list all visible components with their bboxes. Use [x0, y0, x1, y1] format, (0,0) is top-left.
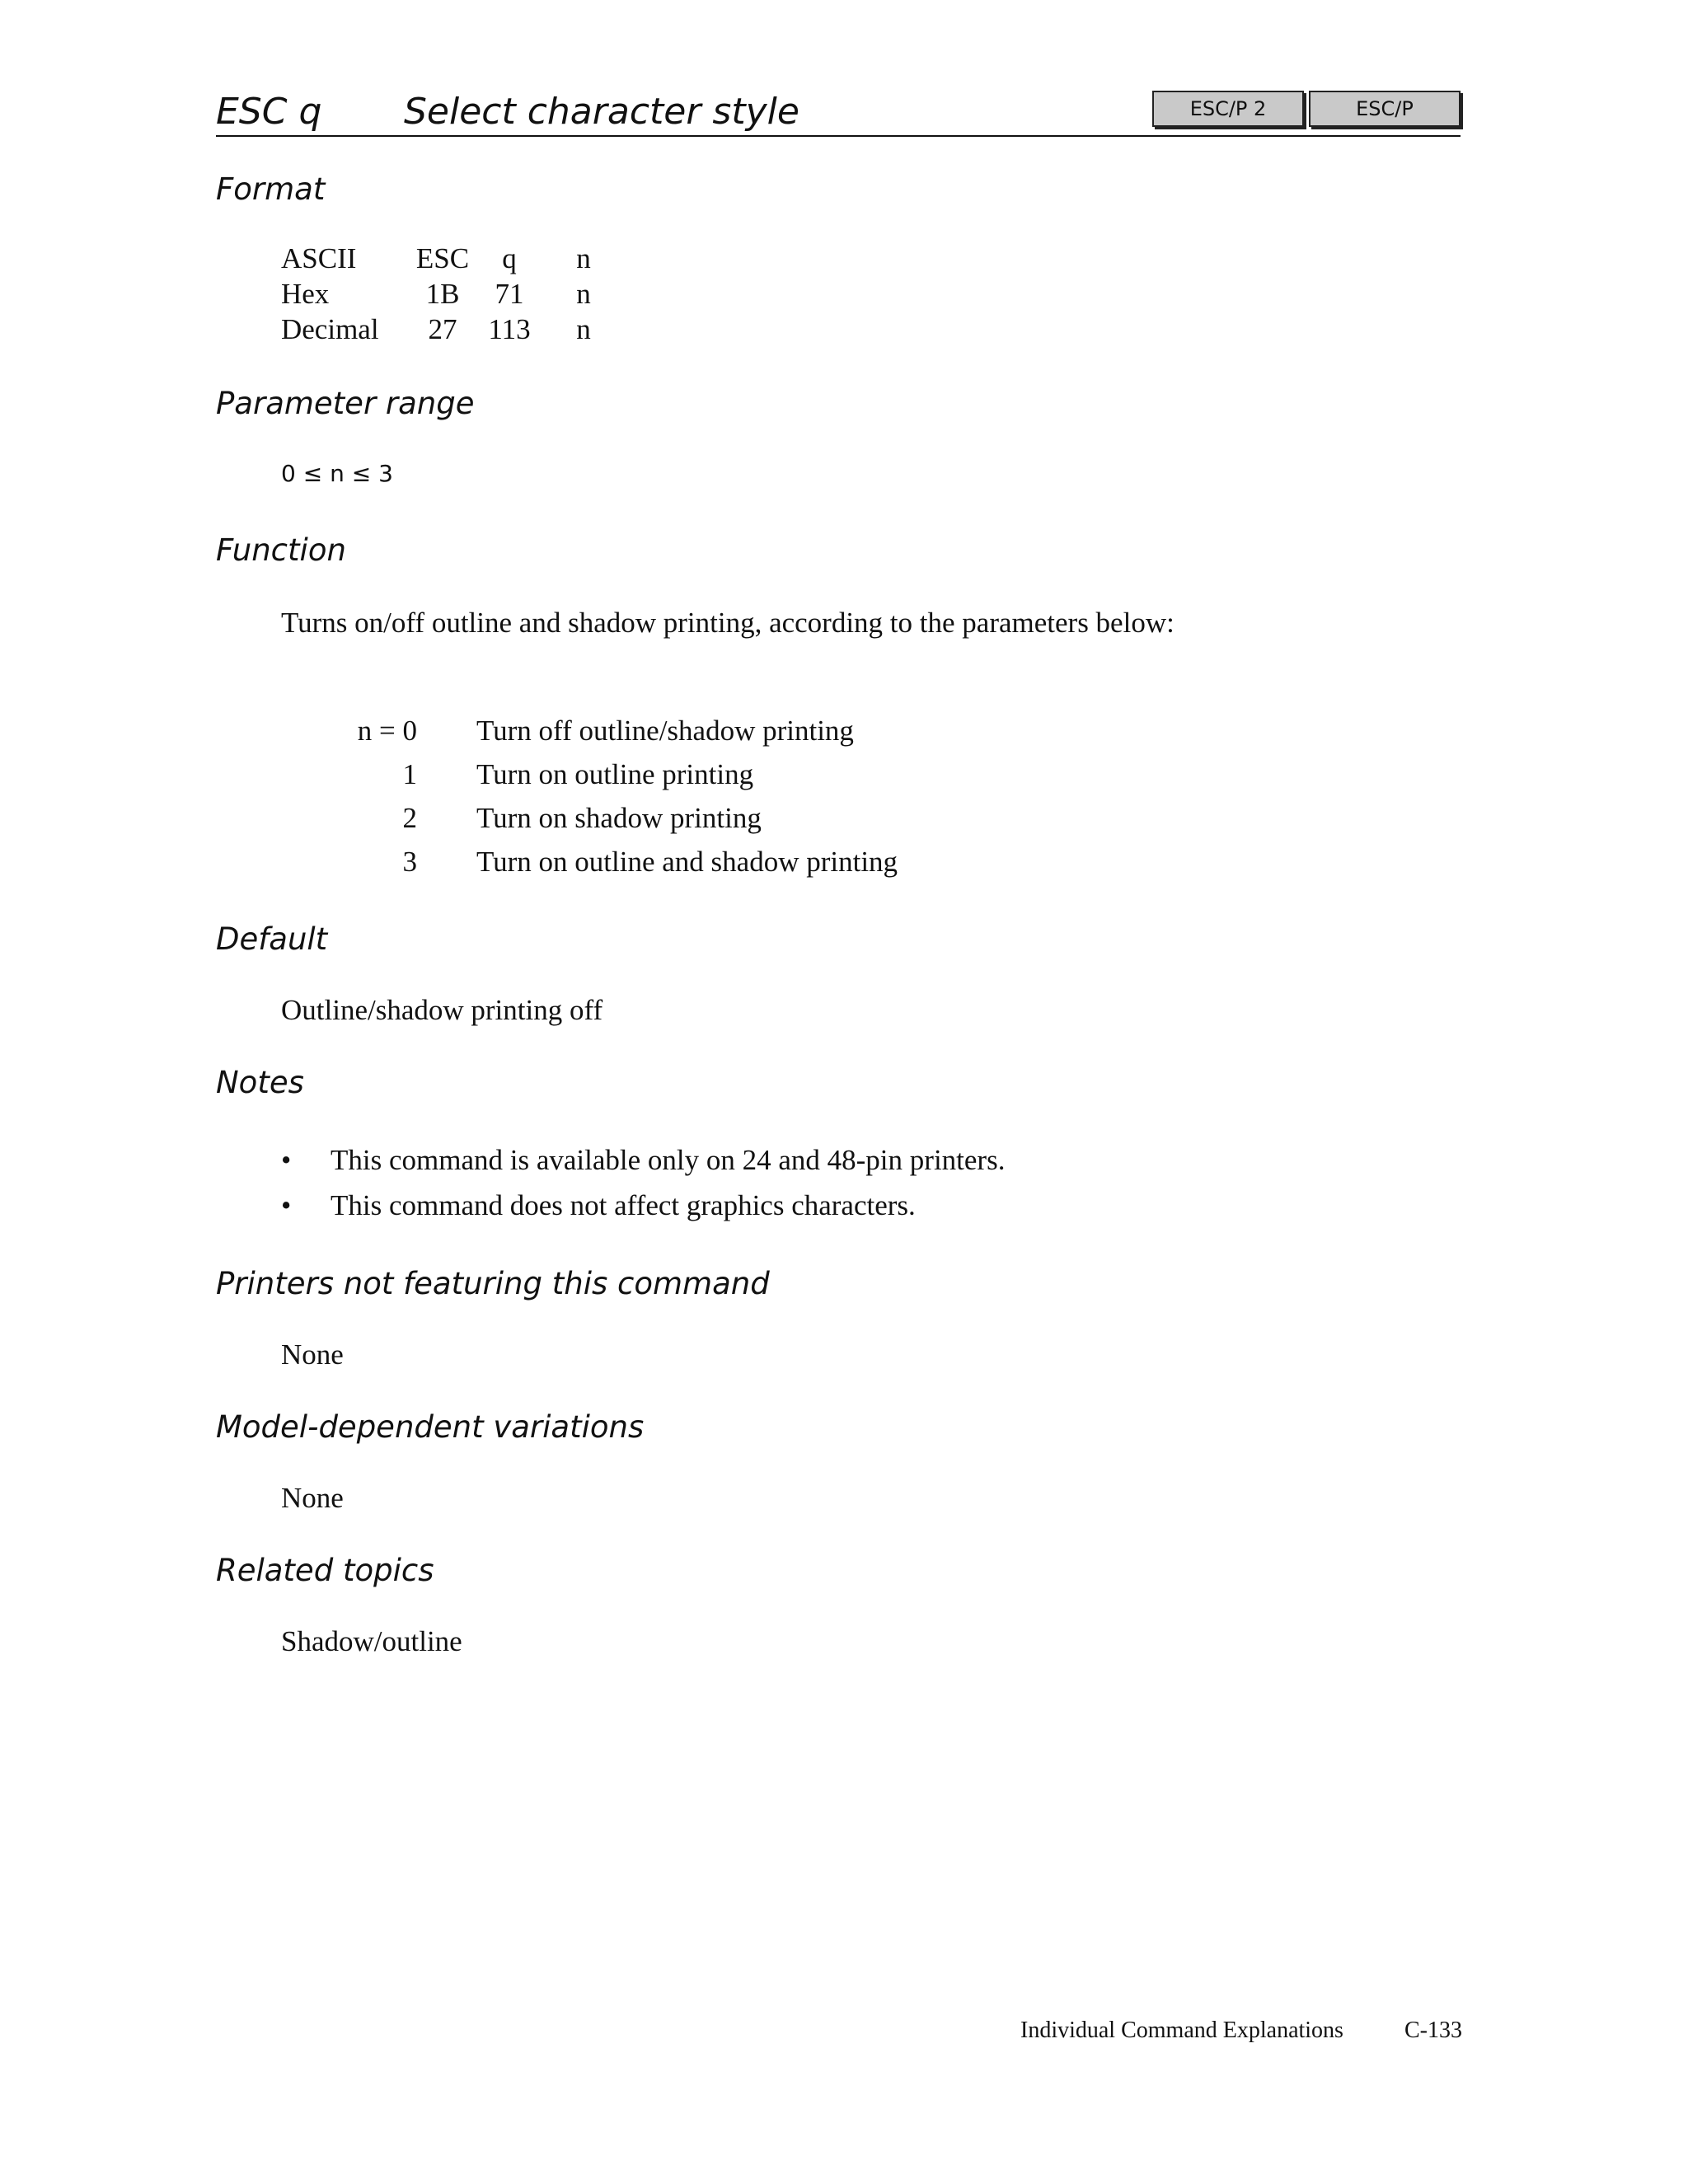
function-parameter-table	[346, 709, 898, 883]
format-row-hex	[281, 276, 621, 312]
param-value: 2	[402, 802, 417, 834]
format-cell: ASCII	[281, 242, 357, 274]
format-cell: 27	[428, 313, 457, 345]
default-value: Outline/shadow printing off	[281, 994, 603, 1026]
parameter-range-value: 0 ≤ n ≤ 3	[281, 460, 393, 487]
param-description: Turn on outline printing	[476, 758, 754, 790]
format-cell: n	[576, 278, 591, 310]
format-cell: n	[576, 242, 591, 274]
format-cell: q	[502, 242, 517, 274]
format-cell: n	[576, 313, 591, 345]
format-table	[281, 241, 621, 347]
param-row	[346, 709, 898, 752]
section-heading-related-topics: Related topics	[216, 1553, 434, 1588]
badge-escp: ESC/P	[1309, 91, 1461, 127]
badge-escp2: ESC/P 2	[1152, 91, 1304, 127]
format-cell: 113	[488, 313, 531, 345]
param-value: n = 0	[357, 715, 417, 747]
param-description: Turn on outline and shadow printing	[476, 846, 898, 878]
bullet-icon: •	[281, 1189, 292, 1221]
format-cell: ESC	[415, 242, 470, 274]
section-heading-format: Format	[216, 171, 326, 207]
mode-badges	[1152, 91, 1461, 127]
param-value: 3	[402, 846, 417, 878]
param-row	[346, 752, 898, 796]
page-header	[216, 84, 1461, 137]
model-variations-value: None	[281, 1482, 344, 1514]
param-value: 1	[402, 758, 417, 790]
printers-not-featuring-value: None	[281, 1338, 344, 1371]
section-heading-model-variations: Model-dependent variations	[216, 1409, 645, 1445]
related-topics-value: Shadow/outline	[281, 1625, 462, 1657]
section-heading-notes: Notes	[216, 1065, 304, 1100]
command-title: Select character style	[404, 91, 799, 133]
function-description: Turns on/off outline and shadow printing, according to the parameters below:	[281, 607, 1175, 639]
format-row-ascii	[281, 241, 621, 276]
section-heading-parameter-range: Parameter range	[216, 386, 475, 421]
note-text: This command is available only on 24 and 48-pin printers.	[331, 1144, 1006, 1176]
section-heading-printers-not-featuring: Printers not featuring this command	[216, 1266, 770, 1301]
format-row-decimal	[281, 312, 621, 347]
section-heading-default: Default	[216, 921, 328, 957]
format-cell: Hex	[281, 278, 330, 310]
section-heading-function: Function	[216, 532, 346, 568]
param-description: Turn on shadow printing	[476, 802, 762, 834]
param-row	[346, 796, 898, 840]
footer-section-title: Individual Command Explanations	[1020, 2018, 1343, 2043]
command-code: ESC q	[216, 91, 322, 133]
format-cell: 71	[495, 278, 524, 310]
param-description: Turn off outline/shadow printing	[476, 715, 854, 747]
param-row	[346, 840, 898, 883]
footer-page-number: C-133	[1404, 2018, 1462, 2043]
bullet-icon: •	[281, 1144, 292, 1176]
format-cell: 1B	[425, 278, 460, 310]
format-cell: Decimal	[281, 313, 379, 345]
note-text: This command does not affect graphics characters.	[331, 1189, 916, 1221]
